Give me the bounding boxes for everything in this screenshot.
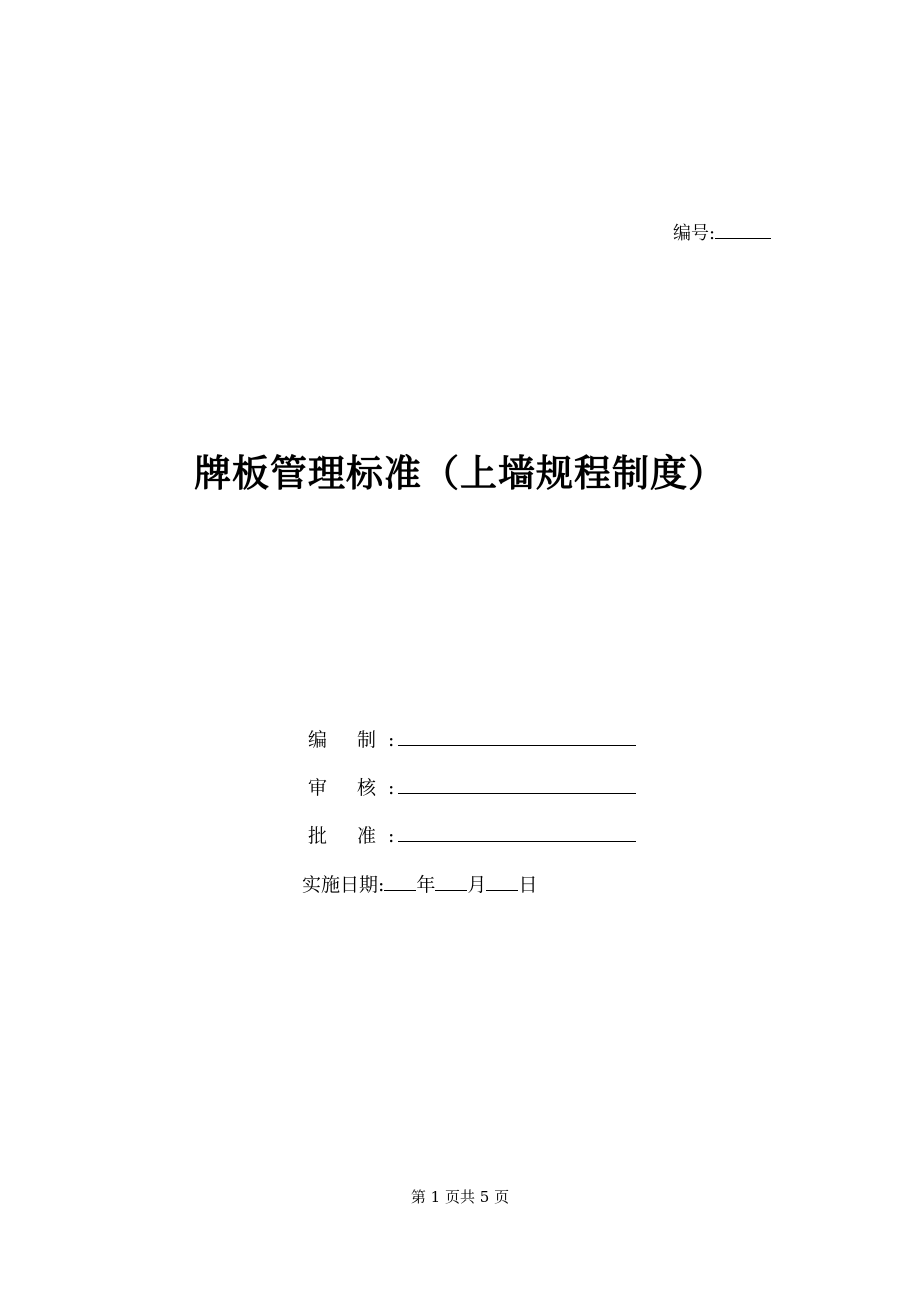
- year-blank[interactable]: [384, 872, 416, 891]
- month-label: 月: [467, 874, 487, 896]
- month-blank[interactable]: [435, 872, 467, 891]
- approve-row: [308, 822, 636, 850]
- review-blank[interactable]: [398, 775, 636, 794]
- compile-blank[interactable]: [398, 727, 636, 746]
- year-label: 年: [416, 874, 436, 896]
- implementation-date-row: [302, 871, 537, 899]
- page-footer: 第 1 页共 5 页: [410, 1188, 510, 1206]
- day-label: 日: [518, 874, 538, 896]
- review-row: [308, 774, 636, 802]
- document-number-label: 编号:: [673, 223, 716, 244]
- compile-row: [308, 726, 636, 754]
- approve-blank[interactable]: [398, 823, 636, 842]
- compile-label: 编 制:: [308, 729, 407, 751]
- document-number-blank[interactable]: [715, 220, 771, 239]
- day-blank[interactable]: [486, 872, 518, 891]
- document-number: [673, 220, 771, 247]
- date-label: 实施日期:: [302, 874, 385, 896]
- approve-label: 批 准:: [308, 825, 407, 847]
- review-label: 审 核:: [308, 777, 407, 799]
- document-title: 牌板管理标准（上墙规程制度）: [194, 452, 726, 495]
